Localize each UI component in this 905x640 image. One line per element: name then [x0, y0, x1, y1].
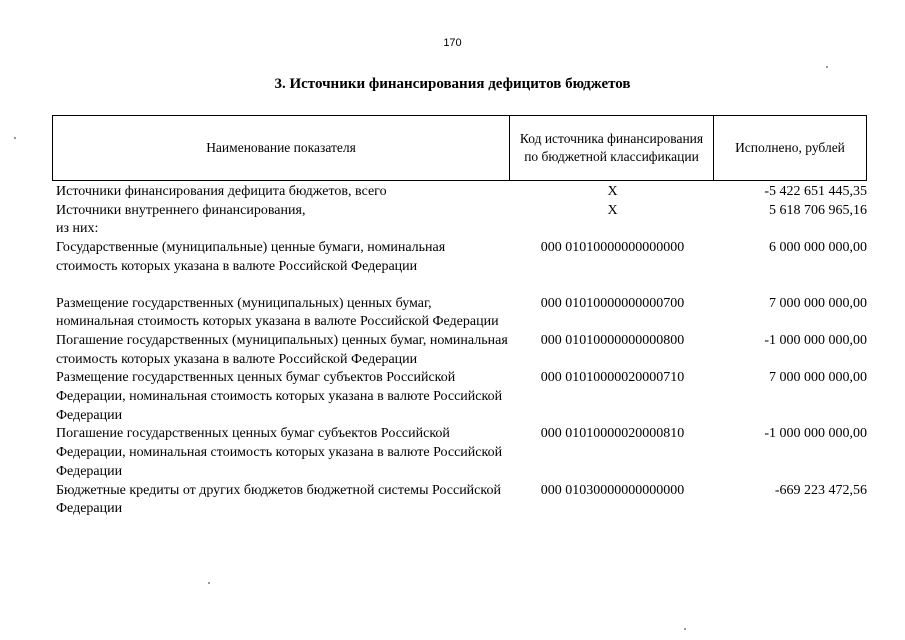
- page-number: 170: [443, 37, 462, 49]
- row-code: X: [607, 184, 618, 199]
- row-code: 000 01010000000000000: [540, 240, 685, 256]
- row-name: Источники внутреннего финансирования,: [56, 202, 306, 218]
- table-row: [56, 202, 867, 221]
- table-header: [52, 115, 867, 181]
- scan-speck: [826, 66, 828, 68]
- row-value: 6 000 000 000,00: [769, 240, 867, 256]
- table-row: [56, 332, 867, 369]
- row-value: -1 000 000 000,00: [764, 332, 867, 348]
- section-title: 3. Источники финансирования дефицитов бюджетов: [274, 76, 631, 92]
- table-row: [56, 239, 867, 276]
- table-row: [56, 482, 867, 519]
- row-code: 000 01030000000000000: [540, 482, 685, 498]
- row-value: 5 618 706 965,16: [769, 202, 867, 218]
- row-code: 000 01010000000000700: [540, 295, 685, 311]
- row-code: 000 01010000000000800: [540, 332, 685, 348]
- row-code: X: [607, 202, 618, 218]
- header-source-code: Код источника финансирования по бюджетной классификации: [510, 116, 714, 180]
- row-name: из них:: [56, 221, 99, 237]
- row-value: -1 000 000 000,00: [764, 426, 867, 442]
- row-name: Бюджетные кредиты от других бюджетов бюджетной системы Российской Федерации: [56, 482, 501, 517]
- row-value: 7 000 000 000,00: [769, 370, 867, 386]
- table-row: [56, 425, 867, 481]
- row-code: [510, 220, 715, 239]
- row-spacer: [56, 277, 867, 295]
- row-name: Размещение государственных (муниципальных) ценных бумаг, номинальная стоимость которых указана в валюте Российской Федерации: [56, 295, 499, 330]
- row-code: 000 01010000020000710: [540, 370, 685, 386]
- table-row: [56, 220, 867, 239]
- row-value: [715, 220, 867, 239]
- table-row: [56, 369, 867, 425]
- row-value: -5 422 651 445,35: [764, 184, 867, 199]
- scan-speck: [684, 628, 686, 630]
- scan-speck: [208, 582, 210, 584]
- row-name: Государственные (муниципальные) ценные бумаги, номинальная стоимость которых указана в валюте Российской Федерации: [56, 240, 446, 274]
- scan-speck: [14, 137, 16, 139]
- header-indicator-name: Наименование показателя: [53, 116, 510, 180]
- row-code: 000 01010000020000810: [540, 426, 685, 442]
- row-name: Погашение государственных ценных бумаг субъектов Российской Федерации, номинальная стоимость которых указана в валюте Российской Федерации: [56, 426, 503, 479]
- row-value: -669 223 472,56: [774, 482, 867, 498]
- table-row: [56, 183, 867, 202]
- row-value: 7 000 000 000,00: [769, 295, 867, 311]
- row-name: Размещение государственных ценных бумаг субъектов Российской Федерации, номинальная стоимость которых указана в валюте Российской Федерации: [56, 370, 503, 423]
- row-name: Источники финансирования дефицита бюджетов, всего: [56, 184, 387, 199]
- row-name: Погашение государственных (муниципальных) ценных бумаг, номинальная стоимость которых указана в валюте Российской Федерации: [56, 332, 508, 367]
- table-row: [56, 295, 867, 332]
- table-body: [56, 183, 867, 519]
- header-executed-amount: Исполнено, рублей: [735, 140, 845, 155]
